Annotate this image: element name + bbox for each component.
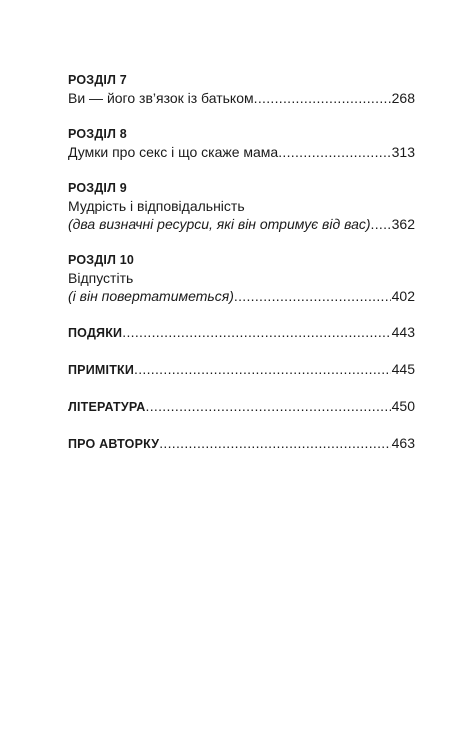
toc-chapter-9: [68, 179, 415, 233]
page-number: 443: [391, 324, 415, 340]
toc-entry-literature: [68, 397, 415, 416]
chapter-title: Думки про секс і що скаже мама: [68, 144, 279, 160]
section-title: ПРО АВТОРКУ: [68, 437, 160, 451]
page-number: 445: [391, 361, 415, 377]
dot-leader: [234, 287, 391, 305]
toc-entry-acknowledgements: [68, 323, 415, 342]
chapter-subtitle: (два визначні ресурси, які він отримує від вас): [68, 216, 371, 232]
section-title: ПРИМІТКИ: [68, 363, 135, 377]
dot-leader: [278, 143, 390, 161]
toc-entry: [68, 143, 415, 161]
page-number: 362: [391, 216, 415, 232]
toc-chapter-7: [68, 71, 415, 107]
chapter-label: РОЗДІЛ 10: [68, 253, 135, 267]
page-number: 268: [391, 90, 415, 106]
dot-leader: [254, 89, 391, 107]
chapter-label: РОЗДІЛ 8: [68, 127, 127, 141]
chapter-title: Відпустіть: [68, 270, 134, 286]
chapter-subtitle: (і він повертатиметься): [68, 288, 234, 304]
page-number: 402: [391, 288, 415, 304]
dot-leader: [159, 434, 390, 452]
chapter-label: РОЗДІЛ 9: [68, 181, 127, 195]
chapter-title: Мудрість і відповідальність: [68, 198, 245, 214]
toc-chapter-8: [68, 125, 415, 161]
page-number: 450: [391, 398, 415, 414]
page-number: 463: [391, 435, 415, 451]
dot-leader: [146, 397, 391, 415]
section-title: ПОДЯКИ: [68, 326, 123, 340]
dot-leader: [371, 215, 391, 233]
chapter-label: РОЗДІЛ 7: [68, 73, 127, 87]
dot-leader: [122, 323, 390, 341]
toc-entry: [68, 89, 415, 107]
chapter-title: Ви — його зв’язок із батьком: [68, 90, 254, 106]
dot-leader: [134, 360, 391, 378]
toc-entry: [68, 287, 415, 305]
toc-entry: [68, 215, 415, 233]
table-of-contents: [68, 71, 415, 453]
toc-entry-about-author: [68, 434, 415, 453]
page-number: 313: [391, 144, 415, 160]
section-title: ЛІТЕРАТУРА: [68, 400, 146, 414]
toc-entry-notes: [68, 360, 415, 379]
toc-chapter-10: [68, 251, 415, 305]
